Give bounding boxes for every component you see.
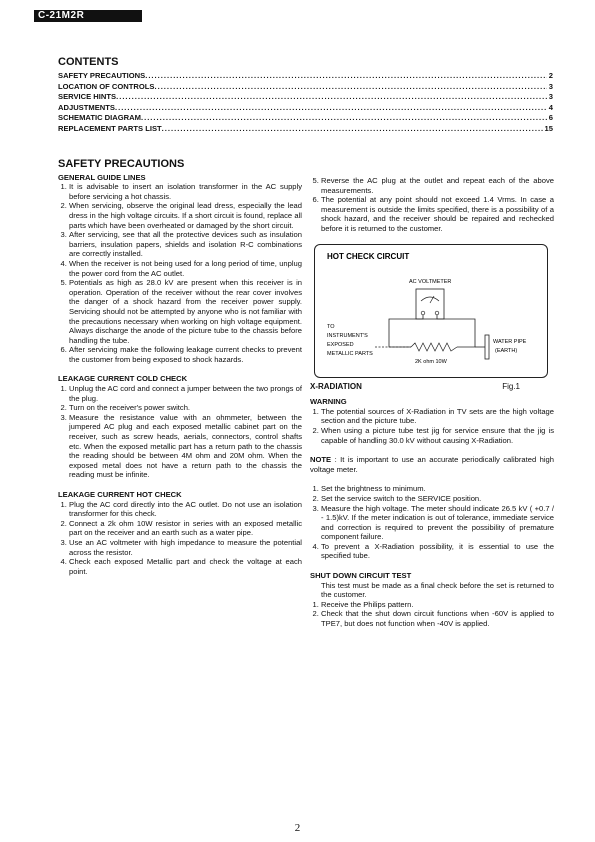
toc-label: ADJUSTMENTS — [58, 102, 115, 112]
metallic-label: METALLIC PARTS — [327, 350, 373, 357]
list-item: 2. Set the service switch to the SERVICE position. — [321, 494, 554, 504]
list-item: 5. Reverse the AC plug at the outlet and repeat each of the above measurements. — [321, 176, 554, 195]
toc-row — [58, 124, 553, 135]
contents-section — [58, 56, 553, 134]
list-item: 1. The potential sources of X-Radiation in TV sets are the high voltage section and the picture tube. — [321, 407, 554, 426]
resistor-icon — [411, 343, 457, 351]
list-item: 1. Set the brightness to minimum. — [321, 484, 554, 494]
safety-title: SAFETY PRECAUTIONS — [58, 158, 185, 170]
voltmeter-label: AC VOLTMETER — [409, 278, 452, 285]
model-tag: C-21M2R — [34, 10, 142, 22]
toc-row — [58, 103, 553, 114]
left-column — [58, 160, 302, 629]
list-item: 3. Measure the high voltage. The meter should indicate 26.5 kV ( +0.7 / - 1.5)kV. If the meter indication is out of tolerance, immediate service and correction is required to prevent the possibility of premature component failure. — [321, 504, 554, 542]
toc-page: 2 — [548, 71, 553, 80]
exposed-label: EXPOSED — [327, 341, 354, 348]
list-item: 1. Receive the Philips pattern. — [321, 600, 554, 610]
cold-check-title: LEAKAGE CURRENT COLD CHECK — [58, 374, 188, 384]
page-number: 2 — [294, 822, 301, 834]
hot-check-circuit-diagram — [314, 244, 548, 378]
note-label: NOTE — [310, 455, 332, 465]
instruments-label: INSTRUMENT'S — [327, 332, 368, 339]
warning-title: WARNING — [310, 397, 347, 407]
toc-label: SCHEMATIC DIAGRAM — [58, 113, 141, 122]
circuit-svg — [315, 245, 547, 377]
general-title: GENERAL GUIDE LINES — [58, 172, 146, 182]
list-item: 2. Turn on the receiver's power switch. — [69, 403, 302, 413]
xray-title: X-RADIATION — [310, 381, 362, 391]
water-pipe-icon — [485, 335, 489, 359]
right-column — [310, 160, 554, 629]
toc-label: REPLACEMENT PARTS LIST — [58, 123, 162, 133]
to-label: TO — [327, 323, 335, 330]
toc-page: 4 — [548, 102, 553, 112]
contents-title: CONTENTS — [58, 56, 119, 68]
list-item: 6. After servicing make the following leakage current checks to prevent the customer from being exposed to shock hazards. — [69, 345, 302, 364]
shutdown-title: SHUT DOWN CIRCUIT TEST — [310, 571, 412, 581]
figure-label: Fig.1 — [502, 381, 520, 391]
voltmeter-icon — [416, 289, 444, 319]
list-item: 5. Potentials as high as 28.0 kV are present when this receiver is in operation. Operation of the receiver without the rear cover involves the danger of a shock hazard from the receiver power supply. Servicing should not be attempted by anyone who is not familiar with the precautions necessary when working on high voltage equipment. Always discharge the anode of the picture tube to the chassis before handling the tube. — [69, 278, 302, 345]
list-item: 2. Check that the shut down circuit functions when -60V is applied to TPE7, but does not function when -40V is applied. — [321, 609, 554, 628]
list-item: 6. The potential at any point should not exceed 1.4 Vrms. In case a measurement is outside the limits specified, there is a possibility of a shock hazard, and the receiver should be repaired and rechecked before it is returned to the customer. — [321, 195, 554, 233]
toc-page: 3 — [548, 81, 553, 91]
resistor-label: 2K ohm 10W — [415, 358, 447, 365]
toc-page: 15 — [544, 123, 553, 133]
hot-check-title: LEAKAGE CURRENT HOT CHECK — [58, 490, 182, 499]
note-body: : It is important to use an accurate periodically calibrated high voltage meter. — [310, 455, 554, 474]
list-item: 3. After servicing, see that all the protective devices such as insulation barriers, insulation papers, shields and isolation R-C combinations are correctly installed. — [69, 230, 302, 259]
list-item: 4. To prevent a X-Radiation possibility, it is essential to use the specified tube. — [321, 542, 554, 561]
list-item: 2. Connect a 2k ohm 10W resistor in series with an exposed metallic part on the receiver and an earth such as a water pipe. — [69, 519, 302, 538]
toc-label: SAFETY PRECAUTIONS — [58, 71, 146, 80]
toc-page: 3 — [548, 92, 553, 101]
list-item: 3. Use an AC voltmeter with high impedance to measure the potential across the resistor. — [69, 538, 302, 557]
list-item: 1. It is advisable to insert an isolation transformer in the AC supply before servicing a hot chassis. — [69, 182, 302, 201]
toc-row — [58, 71, 553, 82]
toc-page: 6 — [548, 113, 553, 122]
shutdown-intro: This test must be made as a final check before the set is returned to the customer. — [321, 580, 554, 600]
earth-label: (EARTH) — [495, 347, 518, 354]
toc-row — [58, 92, 553, 103]
toc-row — [58, 113, 553, 124]
note-text — [310, 455, 554, 474]
toc-label: SERVICE HINTS — [58, 92, 117, 101]
list-item: 2. When using a picture tube test jig for service ensure that the jig is capable of handling 30.0 kV without causing X-Radiation. — [321, 426, 554, 445]
circuit-title: HOT CHECK CIRCUIT — [327, 251, 410, 261]
list-item: 1. Plug the AC cord directly into the AC outlet. Do not use an isolation transformer for this check. — [69, 500, 302, 519]
toc-row — [58, 82, 553, 93]
toc-label: LOCATION OF CONTROLS — [58, 81, 155, 91]
list-item: 4. When the receiver is not being used for a long period of time, unplug the power cord from the AC outlet. — [69, 259, 302, 278]
toc-list — [58, 71, 553, 134]
list-item: 4. Check each exposed Metallic part and check the voltage at each point. — [69, 557, 302, 576]
list-item: 3. Measure the resistance value with an ohmmeter, between the jumpered AC plug and each exposed metallic cabinet part on the receiver, such as screw heads, aerials, connectors, control shafts etc. When the exposed metallic part has a return path to the chassis the reading should be between 4M ohm and 20M ohm. When the exposed metal does not have a return path to the chassis the reading must be infinite. — [69, 413, 302, 480]
water-label: WATER PIPE — [493, 338, 527, 345]
list-item: 2. When servicing, observe the original lead dress, especially the lead dress in the high voltage circuits. If a short circuit is found, replace all parts which have been overheated or damaged by the short circuit. — [69, 201, 302, 230]
list-item: 1. Unplug the AC cord and connect a jumper between the two prongs of the plug. — [69, 384, 302, 403]
